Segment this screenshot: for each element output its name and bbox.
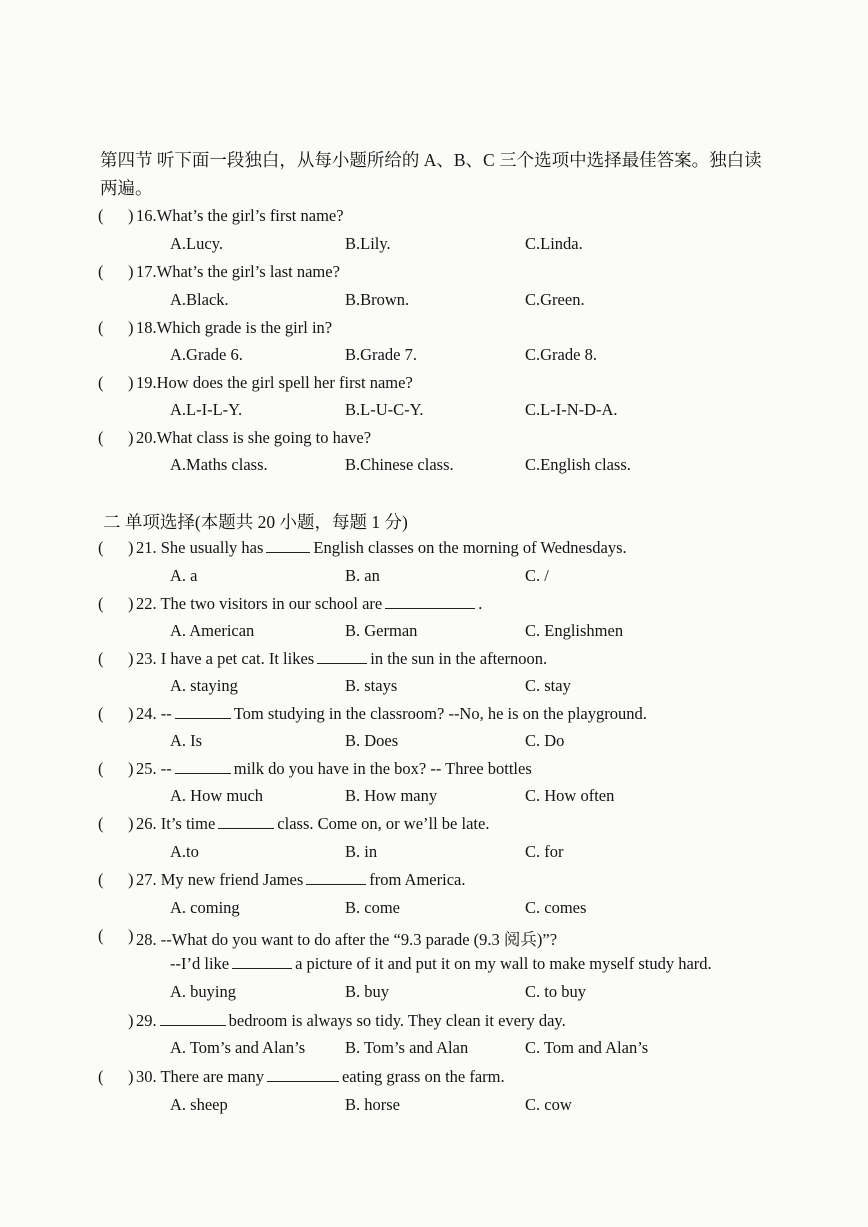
options-24	[170, 731, 810, 757]
option-b: B. German	[345, 621, 418, 640]
stem-text: English classes on the morning of Wednesdays.	[313, 538, 627, 557]
question-stem: 19.How does the girl spell her first name?	[136, 373, 413, 392]
stem-text: in the sun in the afternoon.	[370, 649, 548, 668]
option-a: A.Lucy.	[170, 234, 223, 253]
stem-text: 25. --	[136, 759, 172, 778]
stem-text: class. Come on, or we’ll be late.	[277, 814, 490, 833]
question-28-line2	[132, 954, 832, 980]
stem-text: milk do you have in the box? -- Three bottles	[233, 759, 532, 778]
answer-paren-close: )	[128, 704, 134, 723]
stem-text: 29.	[136, 1011, 157, 1030]
options-21	[170, 566, 810, 592]
question-20	[98, 428, 798, 454]
answer-paren-close: )	[128, 373, 134, 392]
option-c: C. Englishmen	[525, 621, 624, 640]
answer-paren-close: )	[128, 814, 134, 833]
option-c: C. How often	[525, 786, 615, 805]
question-24	[98, 704, 798, 730]
options-18	[170, 345, 810, 371]
question-26	[98, 814, 798, 840]
option-b: B.Chinese class.	[345, 455, 454, 474]
option-c: C.L-I-N-D-A.	[525, 400, 618, 419]
section2-title: 二 单项选择(本题共 20 小题，每题 1 分)	[103, 512, 408, 532]
option-a: A. Is	[170, 731, 203, 750]
question-22	[98, 594, 798, 620]
stem-text: bedroom is always so tidy. They clean it every day.	[228, 1011, 566, 1030]
option-c: C.Linda.	[525, 234, 583, 253]
stem-text: from America.	[369, 870, 466, 889]
question-stem	[136, 759, 532, 779]
option-c: C.English class.	[525, 455, 631, 474]
question-stem: 28. --What do you want to do after the “9.3 parade (9.3 阅兵)”?	[136, 930, 558, 949]
answer-paren-close: )	[128, 206, 134, 225]
option-a: A.to	[170, 842, 199, 861]
options-28	[170, 982, 810, 1008]
question-29	[98, 1011, 798, 1037]
question-21	[98, 538, 798, 564]
option-b: B.L-U-C-Y.	[345, 400, 424, 419]
option-b: B. How many	[345, 786, 438, 805]
question-stem	[136, 814, 489, 834]
option-c: C. comes	[525, 898, 587, 917]
answer-paren-close: )	[128, 262, 134, 281]
option-c: C.Grade 8.	[525, 345, 597, 364]
option-a: A.Maths class.	[170, 455, 268, 474]
answer-paren-close: )	[128, 594, 134, 613]
answer-paren-open: (	[98, 926, 104, 945]
answer-paren-open: (	[98, 870, 104, 889]
stem-text: 22. The two visitors in our school are	[136, 594, 383, 613]
answer-blank	[317, 649, 367, 664]
question-stem	[136, 870, 465, 890]
answer-paren-close: )	[128, 759, 134, 778]
question-stem: 16.What’s the girl’s first name?	[136, 206, 344, 225]
section4-title-line1: 第四节 听下面一段独白，从每小题所给的 A、B、C 三个选项中选择最佳答案。独白读	[100, 150, 762, 170]
answer-paren-open: (	[98, 206, 104, 225]
options-26	[170, 842, 810, 868]
section4-title	[100, 146, 800, 202]
answer-paren-close: )	[128, 1067, 134, 1086]
question-28	[98, 926, 798, 952]
question-23	[98, 649, 798, 675]
option-b: B. come	[345, 898, 400, 917]
question-19	[98, 373, 798, 399]
answer-paren-close: )	[128, 870, 134, 889]
option-b: B. an	[345, 566, 380, 585]
option-c: C. for	[525, 842, 564, 861]
option-b: B. buy	[345, 982, 390, 1001]
option-a: A. American	[170, 621, 255, 640]
question-stem	[136, 1011, 566, 1031]
option-a: A. sheep	[170, 1095, 228, 1114]
answer-paren-close: )	[128, 538, 134, 557]
answer-blank	[232, 954, 292, 969]
option-b: B.Grade 7.	[345, 345, 417, 364]
options-25	[170, 786, 810, 812]
option-a: A.Black.	[170, 290, 229, 309]
question-25	[98, 759, 798, 785]
answer-paren-open: (	[98, 704, 104, 723]
option-b: B. horse	[345, 1095, 400, 1114]
options-23	[170, 676, 810, 702]
option-a: A. staying	[170, 676, 238, 695]
option-c: C. Do	[525, 731, 565, 750]
stem-text: --I’d like	[170, 954, 230, 973]
answer-paren-open: (	[98, 759, 104, 778]
option-a: A. coming	[170, 898, 240, 917]
question-stem	[136, 594, 482, 614]
stem-text: eating grass on the farm.	[341, 1067, 505, 1086]
option-a: A. buying	[170, 982, 236, 1001]
option-c: C.Green.	[525, 290, 585, 309]
question-27	[98, 870, 798, 896]
option-c: C. Tom and Alan’s	[525, 1038, 649, 1057]
question-stem	[136, 538, 627, 558]
question-stem: 20.What class is she going to have?	[136, 428, 372, 447]
answer-paren-open: (	[98, 538, 104, 557]
answer-paren-open: (	[98, 318, 104, 337]
option-c: C. /	[525, 566, 549, 585]
answer-paren-open: (	[98, 373, 104, 392]
question-18	[98, 318, 798, 344]
options-30	[170, 1095, 810, 1121]
options-22	[170, 621, 810, 647]
option-b: B. stays	[345, 676, 398, 695]
answer-blank	[175, 759, 231, 774]
options-16	[170, 234, 810, 260]
answer-blank	[160, 1011, 226, 1026]
option-c: C. stay	[525, 676, 571, 695]
question-30	[98, 1067, 798, 1093]
answer-paren-close: )	[128, 318, 134, 337]
option-a: A. Tom’s and Alan’s	[170, 1038, 306, 1057]
question-stem-line2	[170, 954, 712, 974]
options-20	[170, 455, 810, 481]
answer-paren-open: (	[98, 594, 104, 613]
question-stem	[136, 649, 547, 669]
option-b: B.Lily.	[345, 234, 391, 253]
question-stem: 17.What’s the girl’s last name?	[136, 262, 340, 281]
answer-blank	[267, 1067, 339, 1082]
option-a: A.Grade 6.	[170, 345, 243, 364]
option-b: B. in	[345, 842, 378, 861]
answer-paren-open: (	[98, 428, 104, 447]
option-a: A.L-I-L-Y.	[170, 400, 243, 419]
stem-text: 26. It’s time	[136, 814, 216, 833]
answer-paren-open: (	[98, 649, 104, 668]
question-stem	[136, 704, 647, 724]
options-29	[170, 1038, 810, 1064]
option-b: B. Tom’s and Alan	[345, 1038, 469, 1057]
answer-blank	[306, 870, 366, 885]
answer-blank	[175, 704, 231, 719]
question-stem	[136, 1067, 505, 1087]
stem-text: 23. I have a pet cat. It likes	[136, 649, 315, 668]
stem-text: 21. She usually has	[136, 538, 264, 557]
stem-text: 27. My new friend James	[136, 870, 304, 889]
option-c: C. cow	[525, 1095, 572, 1114]
option-a: A. a	[170, 566, 198, 585]
stem-text: 24. --	[136, 704, 172, 723]
answer-blank	[266, 538, 310, 553]
stem-text: Tom studying in the classroom? --No, he is on the playground.	[233, 704, 647, 723]
answer-paren-close: )	[128, 428, 134, 447]
option-b: B.Brown.	[345, 290, 410, 309]
question-17	[98, 262, 798, 288]
answer-paren-close: )	[128, 926, 134, 945]
stem-text: .	[478, 594, 483, 613]
answer-paren-open: (	[98, 1067, 104, 1086]
question-stem: 18.Which grade is the girl in?	[136, 318, 333, 337]
answer-paren-open: (	[98, 814, 104, 833]
answer-paren-close: )	[128, 649, 134, 668]
answer-paren-open: (	[98, 262, 104, 281]
options-17	[170, 290, 810, 316]
options-27	[170, 898, 810, 924]
section4-title-line2: 两遍。	[100, 178, 153, 198]
answer-blank	[385, 594, 475, 609]
stem-text: a picture of it and put it on my wall to make myself study hard.	[295, 954, 712, 973]
question-16	[98, 206, 798, 232]
stem-text: 30. There are many	[136, 1067, 264, 1086]
option-b: B. Does	[345, 731, 399, 750]
option-a: A. How much	[170, 786, 264, 805]
answer-paren-close: )	[128, 1011, 134, 1030]
answer-blank	[218, 814, 274, 829]
options-19	[170, 400, 810, 426]
option-c: C. to buy	[525, 982, 586, 1001]
